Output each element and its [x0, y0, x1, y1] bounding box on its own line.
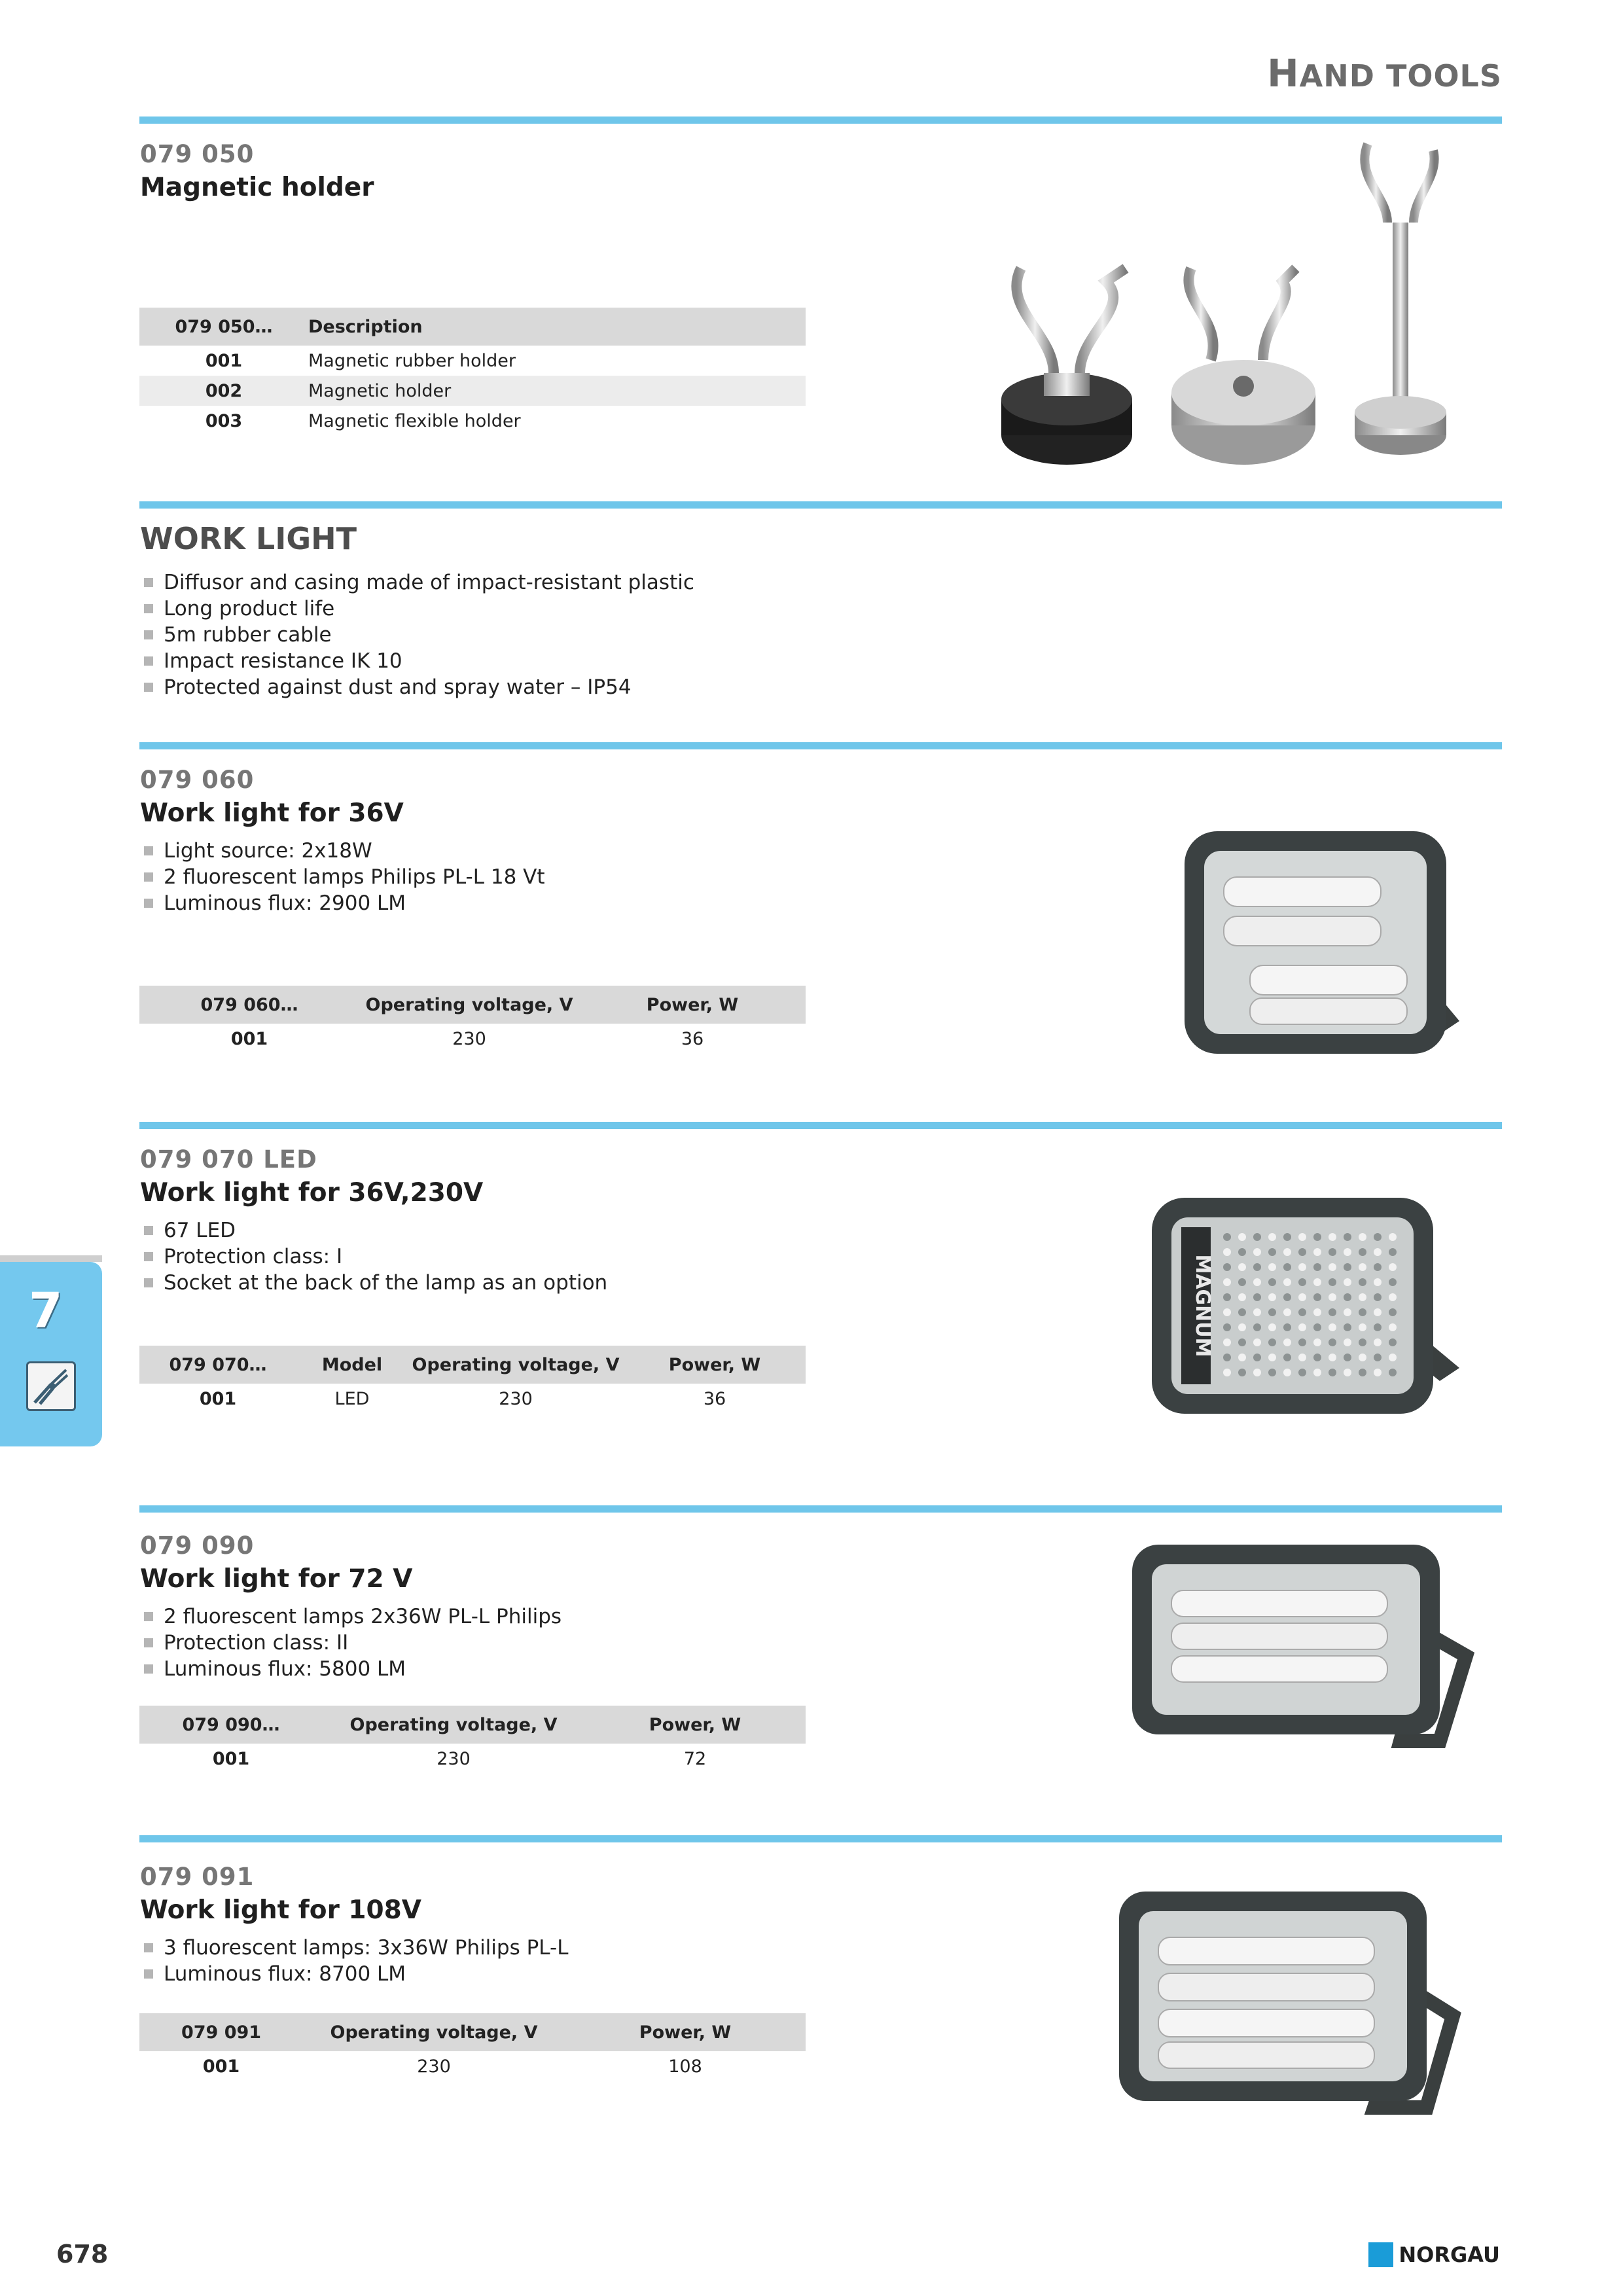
led-dot	[1374, 1354, 1382, 1361]
list-item: 3 fluorescent lamps: 3x36W Philips PL-L	[140, 1935, 568, 1961]
led-dot	[1223, 1278, 1231, 1286]
pliers-icon-svg	[28, 1363, 74, 1409]
led-dot	[1313, 1369, 1321, 1376]
product-title: Magnetic holder	[140, 173, 374, 202]
spec-table-079090	[139, 1706, 806, 1774]
cell-code: 003	[205, 410, 243, 431]
cell-power: 36	[703, 1388, 726, 1409]
led-dot	[1298, 1233, 1306, 1241]
led-dot	[1253, 1293, 1261, 1301]
col-header: 079 090…	[139, 1706, 323, 1744]
led-dot	[1238, 1278, 1246, 1286]
led-dot	[1359, 1248, 1366, 1256]
led-dot	[1268, 1293, 1276, 1301]
led-dot	[1329, 1354, 1336, 1361]
led-dot	[1283, 1323, 1291, 1331]
list-item: Protection class: I	[140, 1244, 607, 1270]
rubber-holder-image	[1001, 268, 1132, 465]
work-light-72v-image	[1126, 1538, 1492, 1754]
product-code: 079 050	[140, 140, 255, 168]
list-item: Protection class: II	[140, 1630, 562, 1656]
cell-power: 36	[681, 1028, 704, 1049]
col-header: Operating voltage, V	[408, 1346, 624, 1384]
section-divider	[139, 1122, 1502, 1129]
led-dot	[1283, 1354, 1291, 1361]
led-dot	[1238, 1293, 1246, 1301]
led-dot	[1223, 1233, 1231, 1241]
list-item: Luminous flux: 5800 LM	[140, 1656, 562, 1682]
feature-list	[140, 1217, 607, 1296]
led-dot	[1253, 1354, 1261, 1361]
table-header-row	[139, 308, 806, 346]
table-header-row	[139, 1706, 806, 1744]
cell-model: LED	[334, 1388, 370, 1409]
led-dot	[1329, 1248, 1336, 1256]
spec-table-079091	[139, 2013, 806, 2081]
col-header: Description	[308, 308, 806, 346]
led-dot	[1344, 1354, 1351, 1361]
cell-voltage: 230	[437, 1748, 471, 1769]
spec-table-079070	[139, 1346, 806, 1414]
side-tab-stripe	[0, 1255, 102, 1262]
led-dot	[1344, 1248, 1351, 1256]
led-dot	[1344, 1278, 1351, 1286]
cell-power: 72	[683, 1748, 707, 1769]
led-dot	[1374, 1308, 1382, 1316]
col-header: 079 060…	[139, 986, 359, 1024]
pliers-icon	[26, 1361, 76, 1411]
table-header-row	[139, 2013, 806, 2051]
led-dot	[1359, 1369, 1366, 1376]
led-work-light-image	[1145, 1191, 1472, 1427]
led-dot	[1359, 1278, 1366, 1286]
list-item: Luminous flux: 2900 LM	[140, 890, 545, 916]
led-dot	[1344, 1369, 1351, 1376]
table-row	[139, 1744, 806, 1774]
lamp-brand-text: MAGNUM	[1191, 1254, 1214, 1357]
cell-description: Magnetic rubber holder	[308, 350, 516, 371]
col-header: Operating voltage, V	[359, 986, 579, 1024]
section-divider	[139, 1835, 1502, 1842]
list-item: Impact resistance IK 10	[140, 648, 694, 674]
led-dot	[1268, 1278, 1276, 1286]
led-dot	[1374, 1293, 1382, 1301]
led-dot	[1313, 1248, 1321, 1256]
led-dot	[1389, 1369, 1397, 1376]
list-item: 2 fluorescent lamps Philips PL-L 18 Vt	[140, 864, 545, 890]
list-item: Protected against dust and spray water – IP54	[140, 674, 694, 700]
list-item: 5m rubber cable	[140, 622, 694, 648]
section-divider	[139, 742, 1502, 749]
col-header: Operating voltage, V	[323, 1706, 584, 1744]
led-dot	[1283, 1293, 1291, 1301]
led-dot	[1298, 1354, 1306, 1361]
page-category-title	[1267, 51, 1502, 96]
led-dot	[1268, 1263, 1276, 1271]
led-dot	[1374, 1278, 1382, 1286]
feature-list	[140, 838, 545, 916]
led-dot	[1313, 1338, 1321, 1346]
led-dot	[1268, 1323, 1276, 1331]
led-dot	[1268, 1233, 1276, 1241]
col-header: 079 050…	[139, 308, 308, 346]
list-item: Luminous flux: 8700 LM	[140, 1961, 568, 1987]
category-title-rest: AND TOOLS	[1299, 58, 1502, 94]
led-dot	[1298, 1369, 1306, 1376]
led-dot	[1298, 1323, 1306, 1331]
led-dot	[1283, 1369, 1291, 1376]
led-dot	[1374, 1233, 1382, 1241]
chapter-number: 7	[29, 1283, 63, 1339]
led-dot	[1253, 1278, 1261, 1286]
led-dot	[1283, 1263, 1291, 1271]
led-dot	[1268, 1354, 1276, 1361]
col-header: Power, W	[584, 1706, 806, 1744]
led-dot	[1238, 1263, 1246, 1271]
cell-code: 001	[205, 350, 243, 371]
cell-description: Magnetic flexible holder	[308, 410, 521, 431]
flexible-holder-image	[1355, 144, 1446, 455]
led-dot	[1253, 1233, 1261, 1241]
led-dot	[1223, 1248, 1231, 1256]
led-dot	[1359, 1354, 1366, 1361]
led-dot	[1238, 1354, 1246, 1361]
led-dot	[1238, 1369, 1246, 1376]
led-dot	[1253, 1248, 1261, 1256]
led-dot	[1268, 1338, 1276, 1346]
led-dot	[1268, 1369, 1276, 1376]
led-dot	[1329, 1263, 1336, 1271]
led-dot	[1389, 1233, 1397, 1241]
led-dot	[1344, 1338, 1351, 1346]
product-title: Work light for 108V	[140, 1895, 421, 1925]
led-dot	[1313, 1233, 1321, 1241]
table-row	[139, 1024, 806, 1054]
led-dot	[1283, 1248, 1291, 1256]
col-header: 079 070…	[139, 1346, 296, 1384]
led-dot	[1268, 1248, 1276, 1256]
led-dot	[1389, 1293, 1397, 1301]
led-dot	[1253, 1263, 1261, 1271]
led-dot	[1329, 1233, 1336, 1241]
led-dot	[1344, 1293, 1351, 1301]
list-item: 2 fluorescent lamps 2x36W PL-L Philips	[140, 1604, 562, 1630]
product-title: Work light for 72 V	[140, 1564, 413, 1594]
magnetic-holders-image	[982, 137, 1492, 484]
led-dot	[1298, 1338, 1306, 1346]
list-item: Long product life	[140, 596, 694, 622]
led-dot	[1238, 1323, 1246, 1331]
list-item: Socket at the back of the lamp as an option	[140, 1270, 607, 1296]
cell-power: 108	[668, 2056, 702, 2077]
led-dot	[1389, 1354, 1397, 1361]
led-dot	[1223, 1323, 1231, 1331]
led-dot	[1389, 1338, 1397, 1346]
category-title-initial: H	[1267, 51, 1300, 96]
led-dot	[1298, 1278, 1306, 1286]
led-dot	[1253, 1338, 1261, 1346]
led-dot	[1313, 1308, 1321, 1316]
led-dot	[1223, 1369, 1231, 1376]
led-dot	[1313, 1293, 1321, 1301]
led-dot	[1359, 1323, 1366, 1331]
led-dot	[1389, 1248, 1397, 1256]
led-dot	[1374, 1338, 1382, 1346]
table-row	[139, 2051, 806, 2081]
led-dot	[1313, 1278, 1321, 1286]
feature-list	[140, 569, 694, 700]
feature-list	[140, 1935, 568, 1987]
led-dot	[1283, 1308, 1291, 1316]
section-divider	[139, 117, 1502, 124]
led-dot	[1374, 1323, 1382, 1331]
col-header: Power, W	[579, 986, 806, 1024]
col-header: Operating voltage, V	[303, 2013, 565, 2051]
led-dot	[1313, 1323, 1321, 1331]
cell-voltage: 230	[499, 1388, 533, 1409]
section-title: WORK LIGHT	[140, 521, 357, 556]
product-code: 079 090	[140, 1532, 255, 1560]
led-dot	[1344, 1323, 1351, 1331]
led-dot	[1313, 1263, 1321, 1271]
work-light-36v-image	[1178, 825, 1479, 1073]
led-dot	[1268, 1308, 1276, 1316]
brand-logo	[1368, 2242, 1500, 2267]
led-dot	[1298, 1308, 1306, 1316]
work-light-108v-image	[1113, 1885, 1486, 2121]
led-dot	[1374, 1248, 1382, 1256]
led-dot	[1238, 1308, 1246, 1316]
led-dot	[1329, 1369, 1336, 1376]
list-item: Diffusor and casing made of impact-resistant plastic	[140, 569, 694, 596]
led-dot	[1298, 1248, 1306, 1256]
led-dot	[1329, 1323, 1336, 1331]
col-header: Power, W	[565, 2013, 806, 2051]
table-row	[139, 376, 806, 406]
led-dot	[1329, 1308, 1336, 1316]
led-dot	[1344, 1263, 1351, 1271]
led-dot	[1253, 1369, 1261, 1376]
cell-code: 001	[212, 1748, 250, 1769]
led-dot	[1298, 1293, 1306, 1301]
led-dot	[1359, 1233, 1366, 1241]
led-dot	[1298, 1263, 1306, 1271]
cell-code: 001	[202, 2056, 240, 2077]
table-row	[139, 346, 806, 376]
led-dot	[1359, 1293, 1366, 1301]
led-dot	[1223, 1338, 1231, 1346]
led-dot	[1253, 1308, 1261, 1316]
col-header: Model	[296, 1346, 408, 1384]
product-code: 079 060	[140, 766, 255, 794]
led-dot	[1344, 1308, 1351, 1316]
led-dot	[1313, 1354, 1321, 1361]
led-dot	[1223, 1263, 1231, 1271]
page-number: 678	[56, 2240, 109, 2269]
spec-table-magnetic	[139, 308, 806, 436]
spec-table-079060	[139, 986, 806, 1054]
magnetic-holder-image	[1171, 268, 1315, 465]
cell-code: 002	[139, 376, 308, 406]
section-divider	[139, 501, 1502, 509]
product-code: 079 070 LED	[140, 1145, 317, 1174]
product-code: 079 091	[140, 1863, 255, 1891]
led-dot	[1374, 1369, 1382, 1376]
cell-code: 001	[230, 1028, 268, 1049]
led-dot	[1329, 1293, 1336, 1301]
led-dot	[1253, 1323, 1261, 1331]
brand-name: NORGAU	[1399, 2242, 1500, 2267]
cell-code: 001	[199, 1388, 237, 1409]
table-row	[139, 406, 806, 436]
led-dot	[1359, 1308, 1366, 1316]
table-row	[139, 1384, 806, 1414]
led-dot	[1283, 1338, 1291, 1346]
led-dot	[1283, 1233, 1291, 1241]
led-dot	[1389, 1263, 1397, 1271]
list-item: Light source: 2x18W	[140, 838, 545, 864]
led-dot	[1283, 1278, 1291, 1286]
led-dot	[1389, 1323, 1397, 1331]
list-item: 67 LED	[140, 1217, 607, 1244]
led-dot	[1238, 1338, 1246, 1346]
led-dot	[1389, 1278, 1397, 1286]
cell-voltage: 230	[417, 2056, 451, 2077]
led-dot	[1359, 1338, 1366, 1346]
led-dot	[1344, 1233, 1351, 1241]
brand-logo-mark	[1368, 2242, 1393, 2267]
col-header: 079 091	[139, 2013, 303, 2051]
led-dot	[1329, 1338, 1336, 1346]
col-header: Power, W	[624, 1346, 806, 1384]
led-dot	[1223, 1354, 1231, 1361]
table-header-row	[139, 1346, 806, 1384]
cell-voltage: 230	[452, 1028, 486, 1049]
cell-description: Magnetic holder	[308, 376, 806, 406]
led-dot	[1223, 1293, 1231, 1301]
section-divider	[139, 1505, 1502, 1513]
led-dot	[1374, 1263, 1382, 1271]
led-dot	[1238, 1248, 1246, 1256]
led-dot	[1359, 1263, 1366, 1271]
table-header-row	[139, 986, 806, 1024]
led-dot	[1389, 1308, 1397, 1316]
feature-list	[140, 1604, 562, 1682]
led-dot	[1329, 1278, 1336, 1286]
product-title: Work light for 36V,230V	[140, 1178, 484, 1208]
led-dot	[1238, 1233, 1246, 1241]
product-title: Work light for 36V	[140, 798, 404, 828]
led-dot	[1223, 1308, 1231, 1316]
